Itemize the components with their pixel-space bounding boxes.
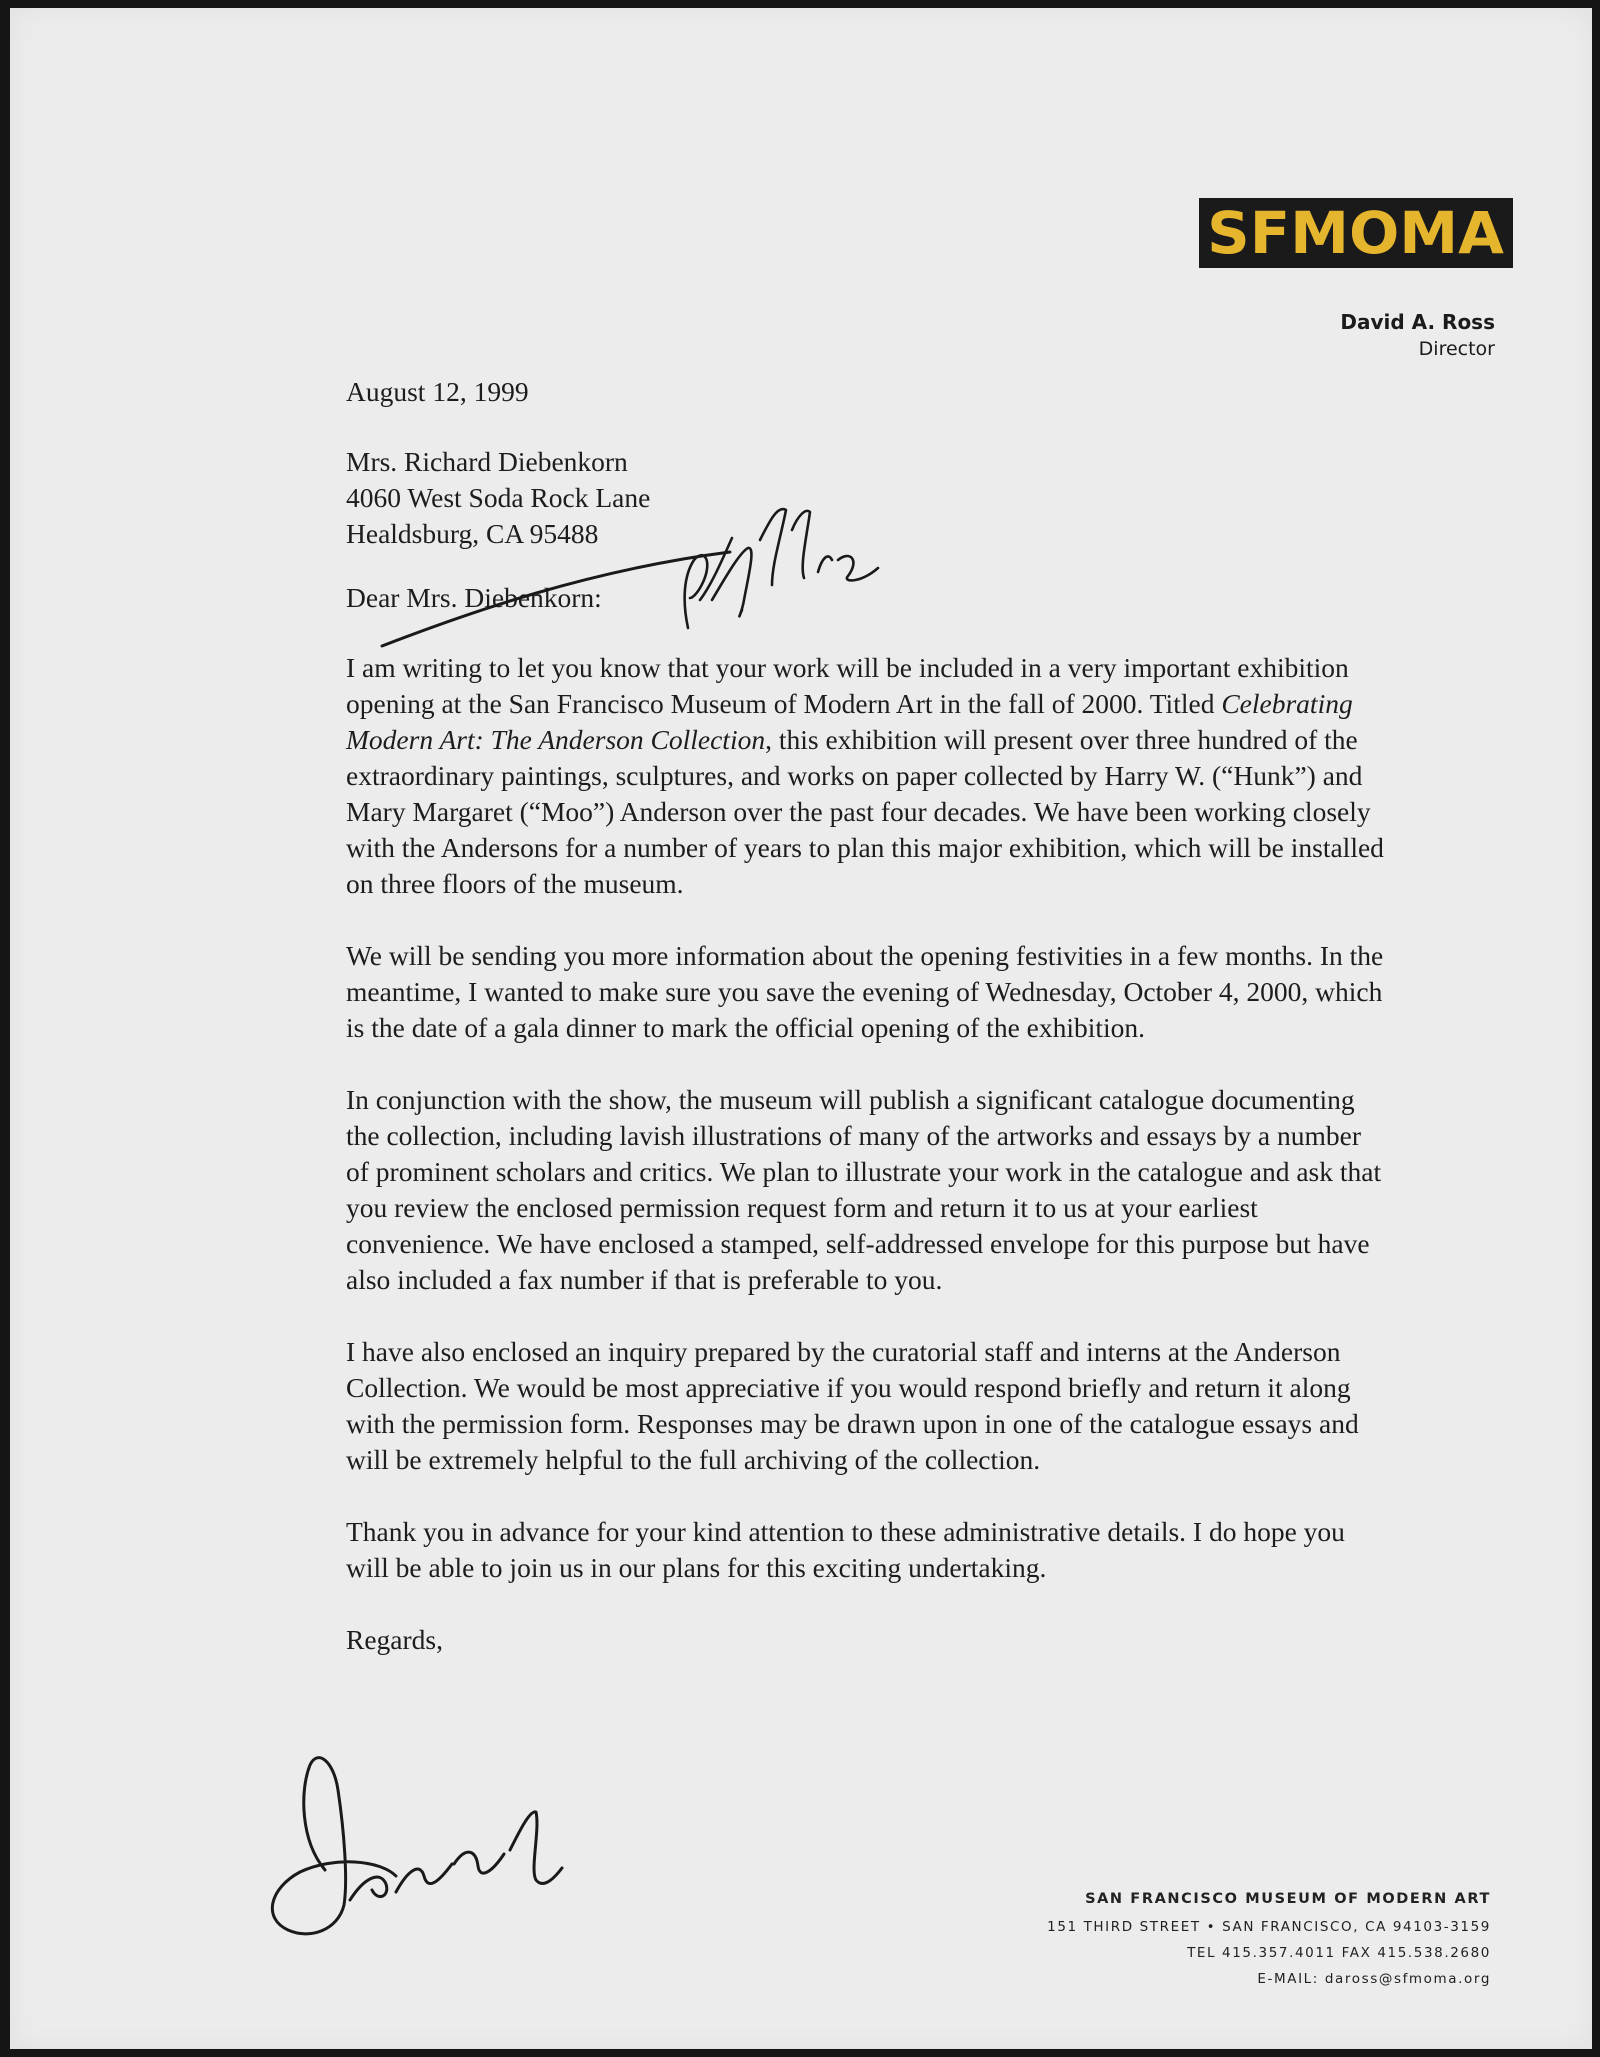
recipient-address <box>346 444 1386 552</box>
recipient-line: Mrs. Richard Diebenkorn <box>346 446 628 477</box>
salutation: Dear Mrs. Diebenkorn: <box>346 582 602 613</box>
footer-email: E-MAIL: daross@sfmoma.org <box>1257 1971 1491 1987</box>
letter-date: August 12, 1999 <box>346 376 529 407</box>
sfmoma-logo <box>1199 198 1513 268</box>
recipient-line: 4060 West Soda Rock Lane <box>346 482 651 513</box>
letter-body <box>346 374 1386 1658</box>
paragraph-2: We will be sending you more information about the opening festivities in a few months. In the meantime, I wanted to make sure you save the evening of Wednesday, October 4, 2000, which is the date of a gala dinner to mark the official opening of the exhibition. <box>346 940 1384 1043</box>
footer-phone: TEL 415.357.4011 FAX 415.538.2680 <box>1187 1945 1491 1961</box>
letterhead-footer <box>1047 1891 1491 1997</box>
director-title: Director <box>1418 338 1495 360</box>
paragraph-3: In conjunction with the show, the museum will publish a significant catalogue documenting the collection, including lavish illustrations of many of the artworks and essays by a number of prominent scholars and critics. We plan to illustrate your work in the catalogue and ask that you review the enclosed permission request form and return it to us at your earliest convenience. We have enclosed a stamped, self-addressed envelope for this purpose but have also included a fax number if that is preferable to you. <box>346 1084 1382 1295</box>
paragraph-1 <box>346 650 1386 902</box>
letter-page <box>10 8 1592 2049</box>
paragraph-4: I have also enclosed an inquiry prepared by the curatorial staff and interns at the Anderson Collection. We would be most appreciative if you would respond briefly and return it along with the permission form. Responses may be drawn upon in one of the catalogue essays and will be extremely helpful to the full archiving of the collection. <box>346 1336 1359 1475</box>
paragraph-5: Thank you in advance for your kind attention to these administrative details. I do hope you will be able to join us in our plans for this exciting undertaking. <box>346 1516 1345 1583</box>
director-name: David A. Ross <box>1340 310 1495 334</box>
footer-org: SAN FRANCISCO MUSEUM OF MODERN ART <box>1085 1891 1491 1907</box>
paragraph-1-text: I am writing to let you know that your work will be included in a very important exhibition opening at the San Francisco Museum of Modern Art in the fall of 2000. Titled <box>346 652 1349 719</box>
paragraph-1-text-cont: , this exhibition will present over three hundred of the extraordinary paintings, sculptures, and works on paper collected by Harry W. (“Hunk”) and Mary Margaret (“Moo”) Anderson over the past four decades. We have been working closely with the Andersons for a number of years to plan this major exhibition, which will be installed on three floors of the museum. <box>346 724 1384 899</box>
recipient-line: Healdsburg, CA 95488 <box>346 518 599 549</box>
footer-address: 151 THIRD STREET • SAN FRANCISCO, CA 94103-3159 <box>1047 1919 1491 1935</box>
exhibition-title: Celebrating Modern Art: The Anderson Collection <box>346 688 1353 755</box>
logo-text: SFMOMA <box>1207 199 1505 267</box>
closing: Regards, <box>346 1624 443 1655</box>
